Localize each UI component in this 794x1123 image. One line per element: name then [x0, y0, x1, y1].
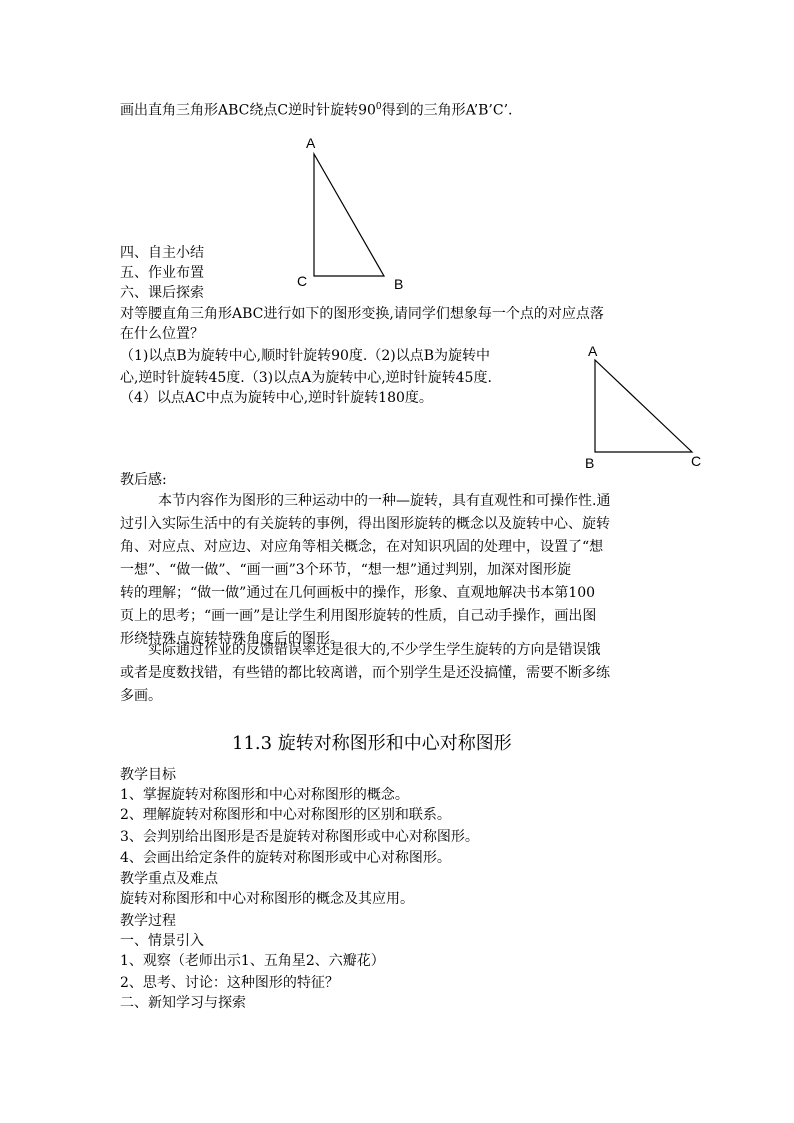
reflection-heading: 教后感:	[120, 472, 167, 488]
triangle-1-shape	[314, 154, 384, 276]
lesson-line: 1、掌握旋转对称图形和中心对称图形的概念。	[120, 787, 409, 803]
lesson-line: 教学目标	[120, 767, 176, 783]
explore-line: 对等腰直角三角形ABC进行如下的图形变换,请同学们想象每一个点的对应点落	[120, 306, 604, 322]
triangle-2-label-b: B	[585, 455, 595, 471]
reflection-line: 过引入实际生活中的有关旋转的事例，得出图形旋转的概念以及旋转中心、旋转	[120, 516, 610, 532]
lesson-line: 2、思考、讨论：这种图形的特征？	[120, 975, 339, 991]
lesson-line: 教学过程	[120, 913, 176, 929]
summary-item: 四、自主小结	[120, 245, 204, 261]
triangle-figure-1	[296, 134, 416, 294]
reflection-line: 本节内容作为图形的三种运动中的一种—旋转，具有直观性和可操作性.通	[158, 493, 611, 509]
explore-line: （1)以点B为旋转中心,顺时针旋转90度.（2)以点B为旋转中	[120, 348, 491, 364]
reflection-line: 一想”、“做一做”、“画一画”3个环节，“想一想”通过判别，加深对图形旋	[120, 562, 572, 578]
triangle-1-label-a: A	[306, 135, 316, 151]
lesson-line: 2、理解旋转对称图形和中心对称图形的区别和联系。	[120, 807, 451, 823]
reflection-line: 形绕特殊点旋转特殊角度后的图形。	[120, 631, 344, 647]
lesson-line: 一、情景引入	[120, 933, 204, 949]
intro-line	[120, 97, 513, 121]
explore-line: 在什么位置？	[120, 326, 204, 342]
intro-text-end: 得到的三角形A’B’C’.	[381, 102, 513, 119]
lesson-line: 旋转对称图形和中心对称图形的概念及其应用。	[120, 891, 414, 907]
triangle-figure-2	[584, 342, 714, 472]
section-title: 11.3 旋转对称图形和中心对称图形	[232, 733, 512, 754]
triangle-1-label-c: C	[297, 273, 308, 289]
triangle-2-label-c: C	[691, 453, 702, 469]
summary-item: 五、作业布置	[120, 265, 204, 281]
lesson-line: 3、会判别给出图形是否是旋转对称图形或中心对称图形。	[120, 829, 479, 845]
explore-line: 心,逆时针旋转45度.（3)以点A为旋转中心,逆时针旋转45度.	[120, 370, 492, 386]
reflection-line: 实际通过作业的反馈错误率还是很大的,不少学生学生旋转的方向是错误饿	[148, 642, 601, 658]
lesson-line: 二、新知学习与探索	[120, 995, 246, 1011]
summary-item: 六、课后探索	[120, 285, 204, 301]
reflection-line: 页上的思考；“画一画”是让学生利用图形旋转的性质，自己动手操作，画出图	[120, 608, 597, 624]
explore-line: （4）以点AC中点为旋转中心,逆时针旋转180度。	[120, 390, 433, 406]
intro-text: 画出直角三角形ABC绕点C逆时针旋转90	[120, 102, 376, 119]
reflection-line: 多画。	[120, 688, 162, 704]
lesson-line: 1、观察（老师出示1、五角星2、六瓣花）	[120, 953, 385, 969]
reflection-line: 转的理解；“做一做”通过在几何画板中的操作，形象、直观地解决书本第100	[120, 585, 596, 601]
triangle-1-label-b: B	[394, 276, 404, 292]
reflection-line: 角、对应点、对应边、对应角等相关概念，在对知识巩固的处理中，设置了“想	[120, 539, 604, 555]
triangle-2-shape	[595, 360, 692, 452]
lesson-line: 教学重点及难点	[120, 871, 218, 887]
triangle-2-label-a: A	[588, 343, 598, 359]
degree-superscript: 0	[375, 102, 382, 112]
reflection-line: 或者是度数找错，有些错的都比较离谱，而个别学生是还没搞懂，需要不断多练	[120, 665, 610, 681]
lesson-line: 4、会画出给定条件的旋转对称图形或中心对称图形。	[120, 850, 451, 866]
